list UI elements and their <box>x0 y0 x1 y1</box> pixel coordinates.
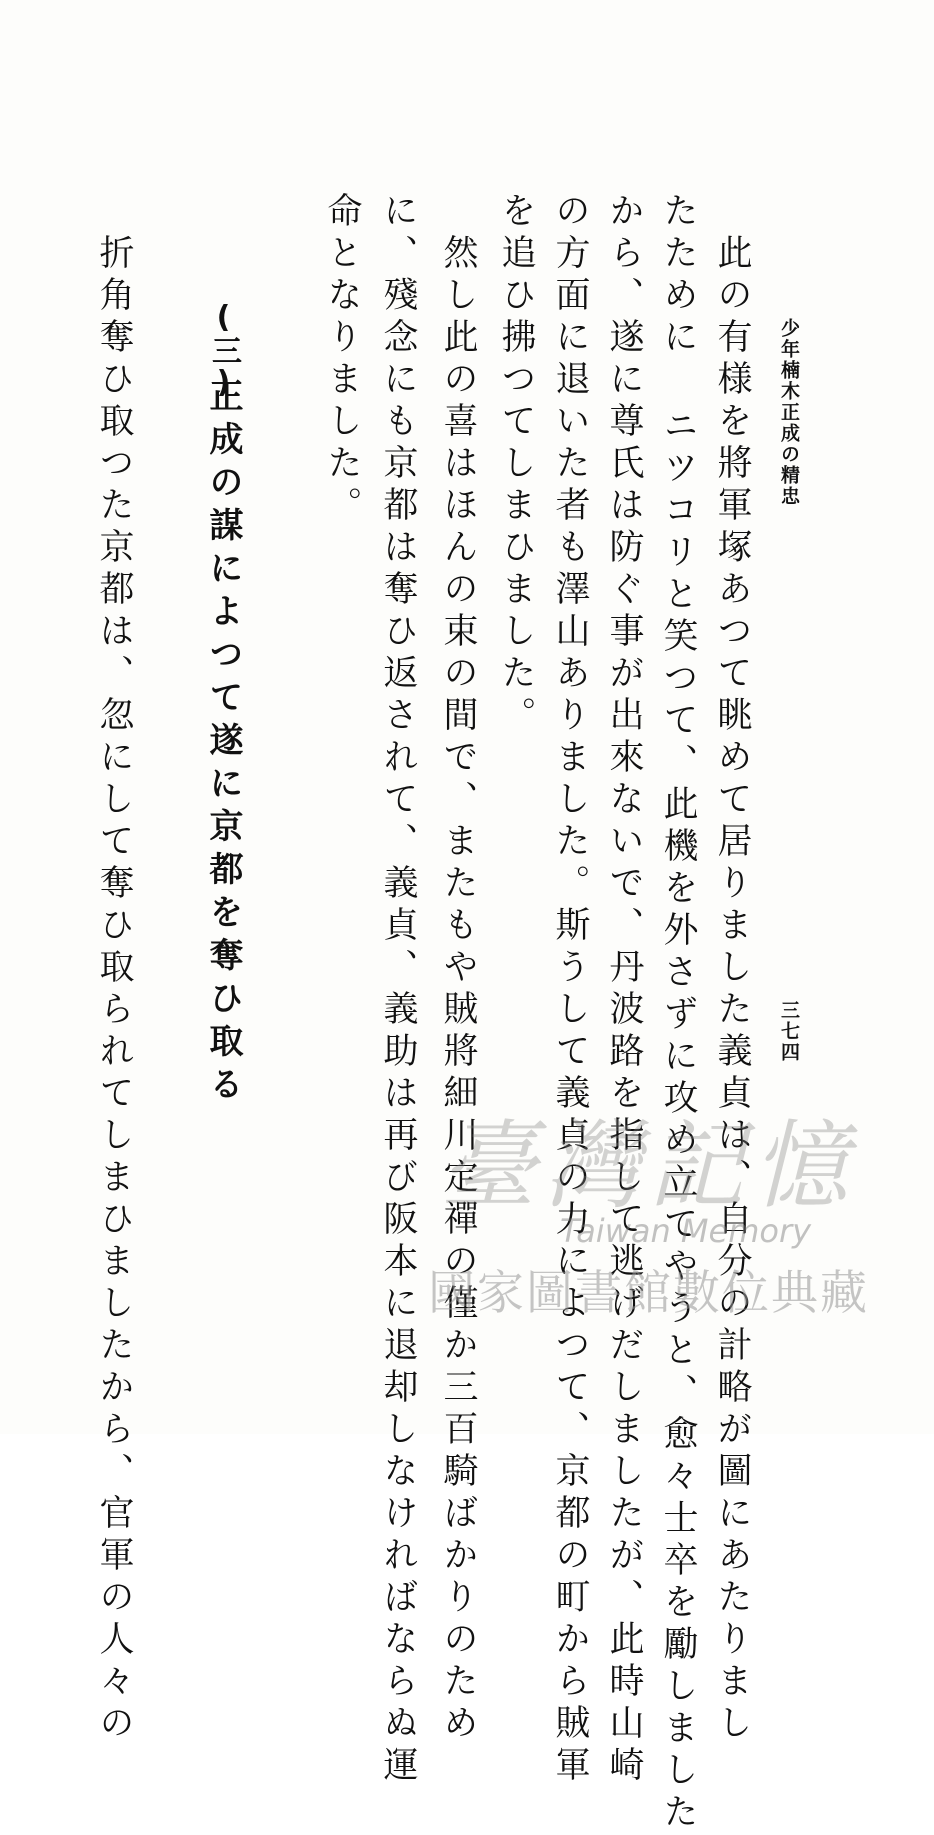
running-title: 少年楠木正成の精忠 <box>778 318 800 507</box>
text-line-5: を追ひ拂つてしまひました。 <box>496 192 536 738</box>
text-line-3: から、遂に尊氏は防ぐ事が出來ないで、丹波路を指して逃げだしましたが、此時山崎 <box>604 192 644 1788</box>
text-line-8: 命となりました。 <box>322 192 362 528</box>
watermark-english: Taiwan Memory <box>560 1212 812 1250</box>
text-line-9: 折角奪ひ取つた京都は、忽にして奪ひ取られてしまひましたから、官軍の人々の <box>94 192 134 1746</box>
text-line-1: 此の有様を將軍塚あつて眺めて居りました義貞は、自分の計略が圖にあたりまし <box>712 192 752 1746</box>
text-line-6: 然し此の喜はほんの束の間で、またもや賊將細川定禪の僅か三百騎ばかりのため <box>438 192 478 1746</box>
section-number: (三) <box>206 300 241 400</box>
text-line-2: たために ニツコリと笑つて、此機を外さずに攻め立てやうと、愈々士卒を勵しました <box>658 192 698 1835</box>
text-line-7: に、殘念にも京都は奪ひ返されて、義貞、義助は再び阪本に退却しなければならぬ運 <box>378 192 418 1788</box>
watermark-chinese: 國家圖書館數位典藏 <box>428 1266 869 1321</box>
watermark-logo-text: 臺灣記憶 <box>440 1110 856 1222</box>
section-heading: 正成の謀によつて遂に京都を奪ひ取る <box>203 378 243 1109</box>
page-number: 三七四 <box>778 1000 800 1063</box>
text-line-4: の方面に退いた者も澤山ありました。斯うして義貞の力によつて、京都の町から賊軍 <box>550 192 590 1788</box>
